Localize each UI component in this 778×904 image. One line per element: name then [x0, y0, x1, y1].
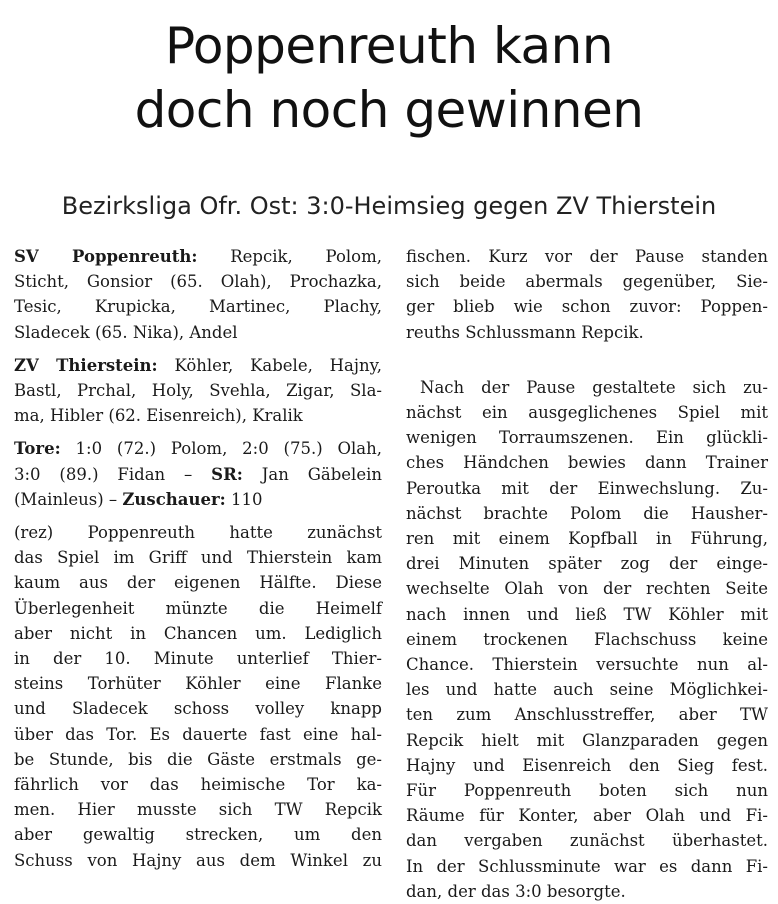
home-lineup-line: Tesic, Krupicka, Martinec, Plachy, — [14, 297, 382, 317]
away-lineup-text: Köhler, Kabele, Hajny, — [157, 355, 382, 375]
article-line: reuths Schlussmann Repcik. — [406, 322, 644, 342]
article-line: Räume für Konter, aber Olah und Fi- — [406, 806, 768, 826]
article-line: Chance. Thierstein versuchte nun al- — [406, 655, 768, 675]
article-right-paragraph-1 — [406, 244, 768, 345]
home-lineup — [14, 244, 382, 345]
article-line: nächst ein ausgeglichenes Spiel mit — [406, 403, 768, 423]
headline — [0, 14, 778, 142]
article-line: das Spiel im Griff und Thierstein kam — [14, 548, 382, 568]
article-line: in der 10. Minute unterlief Thier- — [14, 649, 382, 669]
goals-text: 3:0 (89.) Fidan – — [14, 464, 212, 484]
right-column — [406, 244, 768, 904]
article-line: Repcik hielt mit Glanzparaden gegen — [406, 730, 768, 750]
article-line: ren mit einem Kopfball in Führung, — [406, 529, 768, 549]
article-line: Nach der Pause gestaltete sich zu- — [420, 377, 768, 397]
article-line: wenigen Torraumszenen. Ein glückli- — [406, 428, 768, 448]
article-line: Überlegenheit münzte die Heimelf — [14, 598, 382, 618]
article-line: (rez) Poppenreuth hatte zunächst — [14, 523, 382, 543]
article-right-paragraph-2 — [406, 375, 768, 904]
article-line: ches Händchen bewies dann Trainer — [406, 453, 768, 473]
subheadline: Bezirksliga Ofr. Ost: 3:0-Heimsieg gegen ZV Thierstein — [61, 192, 717, 220]
spectators-label: Zuschauer: — [122, 489, 226, 509]
away-lineup — [14, 353, 382, 429]
article-line: und Sladecek schoss volley knapp — [14, 699, 382, 719]
spectators-count: 110 — [225, 489, 263, 509]
goals-text: 1:0 (72.) Polom, 2:0 (75.) Olah, — [60, 439, 382, 459]
away-team-label: ZV Thierstein: — [14, 355, 158, 375]
article-line: nach innen und ließ TW Köhler mit — [406, 604, 768, 624]
article-left-paragraph — [14, 520, 382, 873]
article-line: fährlich vor das heimische Tor ka- — [14, 775, 382, 795]
article-line: ger blieb wie schon zuvor: Poppen- — [406, 297, 768, 317]
article-line: dan, der das 3:0 besorgte. — [406, 881, 626, 901]
article-line: In der Schlussminute war es dann Fi- — [406, 856, 768, 876]
article-line: ten zum Anschlusstreffer, aber TW — [406, 705, 768, 725]
home-lineup-text: Repcik, Polom, — [197, 247, 382, 266]
article-line: aber gewaltig strecken, um den — [14, 825, 382, 845]
article-line: einem trockenen Flachschuss keine — [406, 629, 768, 649]
goals-label: Tore: — [14, 439, 61, 459]
away-lineup-line: Bastl, Prchal, Holy, Svehla, Zigar, Sla- — [14, 381, 382, 401]
article-line: wechselte Olah von der rechten Seite — [406, 579, 768, 599]
home-team-label: SV Poppenreuth: — [14, 247, 198, 266]
article-line: aber nicht in Chancen um. Lediglich — [14, 623, 382, 643]
article-line: dan vergaben zunächst überhastet. — [406, 831, 768, 851]
article-line: Peroutka mit der Einwechslung. Zu- — [406, 478, 768, 498]
match-facts — [14, 436, 382, 512]
headline-line-1: Poppenreuth kann — [164, 17, 614, 75]
article-line: nächst brachte Polom die Hausher- — [406, 503, 768, 523]
article-line: Für Poppenreuth boten sich nun — [406, 781, 768, 801]
article-line: drei Minuten später zog der einge- — [406, 554, 768, 574]
article-line: Hajny und Eisenreich den Sieg fest. — [406, 755, 768, 775]
article-line: les und hatte auch seine Möglichkei- — [406, 680, 768, 700]
article-line: kaum aus der eigenen Hälfte. Diese — [14, 573, 382, 593]
referee-town: (Mainleus) – — [14, 489, 123, 509]
headline-line-2: doch noch gewinnen — [134, 81, 644, 139]
away-lineup-line: ma, Hibler (62. Eisenreich), Kralik — [14, 406, 303, 426]
referee-text: Jan Gäbelein — [242, 464, 382, 484]
article-line: fischen. Kurz vor der Pause standen — [406, 247, 768, 266]
article-line: sich beide abermals gegenüber, Sie- — [406, 272, 768, 292]
home-lineup-line: Sladecek (65. Nika), Andel — [14, 322, 238, 342]
left-column — [14, 244, 382, 873]
article-line: steins Torhüter Köhler eine Flanke — [14, 674, 382, 694]
article-line: be Stunde, bis die Gäste erstmals ge- — [14, 749, 382, 769]
referee-label: SR: — [211, 464, 243, 484]
article-line: men. Hier musste sich TW Repcik — [14, 800, 382, 820]
article-line: Schuss von Hajny aus dem Winkel zu — [14, 850, 382, 870]
article-line: über das Tor. Es dauerte fast eine hal- — [14, 724, 382, 744]
home-lineup-line: Sticht, Gonsior (65. Olah), Prochazka, — [14, 272, 382, 292]
